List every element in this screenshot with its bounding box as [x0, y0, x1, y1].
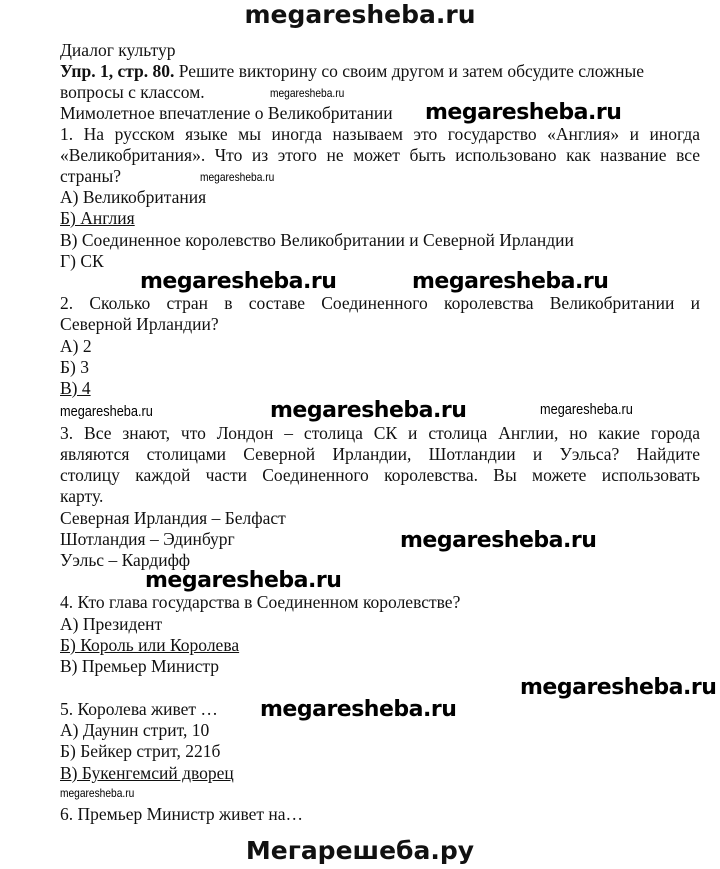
option-correct: В) Букенгемсий дворец	[60, 763, 234, 783]
watermark: megaresheba.ru	[412, 269, 609, 294]
option: А) Президент	[60, 614, 163, 634]
option-correct: В) 4	[60, 378, 91, 398]
option: Б) Бейкер стрит, 221б	[60, 741, 221, 761]
option: А) Даунин стрит, 10	[60, 720, 210, 740]
subtitle: Мимолетное впечатление о Великобритании	[60, 103, 393, 123]
answer: Северная Ирландия – Белфаст	[60, 508, 286, 528]
option-correct: Б) Король или Королева	[60, 635, 240, 655]
answer: Шотландия – Эдинбург	[60, 529, 235, 549]
task-heading	[60, 61, 644, 82]
watermark-medium: megaresheba.ru	[540, 401, 633, 418]
watermark: megaresheba.ru	[140, 269, 337, 294]
option: Б) 3	[60, 357, 90, 377]
option: В) Соединенное королевство Великобритании и Северной Ирландии	[60, 230, 574, 250]
option: В) Премьер Министр	[60, 656, 220, 676]
question-3-line: столицу каждой части Соединенного королевства. Вы можете использовать	[60, 465, 700, 485]
question-4: 4. Кто глава государства в Соединенном королевстве?	[60, 592, 461, 612]
watermark-small: megaresheba.ru	[270, 86, 345, 100]
watermark: megaresheba.ru	[425, 100, 622, 125]
option: Г) СК	[60, 251, 104, 271]
section-title: Диалог культур	[60, 40, 176, 60]
question-1-line: «Великобритания». Что из этого не может быть использовано как название все	[60, 145, 700, 165]
watermark: megaresheba.ru	[145, 568, 342, 593]
question-1-line: страны?	[60, 166, 122, 186]
watermark: megaresheba.ru	[400, 528, 597, 553]
task-text-cont: вопросы с классом.	[60, 82, 205, 102]
watermark: megaresheba.ru	[520, 675, 717, 700]
watermark: megaresheba.ru	[260, 697, 457, 722]
question-3-line: карту.	[60, 486, 104, 506]
watermark-small: megaresheba.ru	[60, 786, 135, 800]
question-3-line: являются столицами Северной Ирландии, Шотландии и Уэльса? Найдите	[60, 444, 700, 464]
site-header: megaresheba.ru	[244, 0, 476, 29]
question-6: 6. Премьер Министр живет на…	[60, 804, 304, 824]
option-correct: Б) Англия	[60, 208, 135, 228]
answer: Уэльс – Кардифф	[60, 550, 191, 570]
site-footer: Мегарешеба.ру	[245, 836, 475, 865]
question-1-line: 1. На русском языке мы иногда называем это государство «Англия» и иногда	[60, 124, 700, 144]
watermark-small: megaresheba.ru	[200, 170, 275, 184]
question-2-line: Северной Ирландии?	[60, 314, 219, 334]
option: А) 2	[60, 336, 92, 356]
question-5: 5. Королева живет …	[60, 699, 218, 719]
question-3-line: 3. Все знают, что Лондон – столица СК и столица Англии, но какие города	[60, 423, 700, 443]
watermark: megaresheba.ru	[270, 398, 467, 423]
task-text: Решите викторину со своим другом и затем обсудите сложные	[178, 61, 645, 81]
question-2-line: 2. Сколько стран в составе Соединенного королевства Великобритании и	[60, 293, 700, 313]
option: А) Великобритания	[60, 187, 207, 207]
task-label: Упр. 1, стр. 80.	[60, 61, 175, 81]
watermark-medium: megaresheba.ru	[60, 403, 153, 420]
